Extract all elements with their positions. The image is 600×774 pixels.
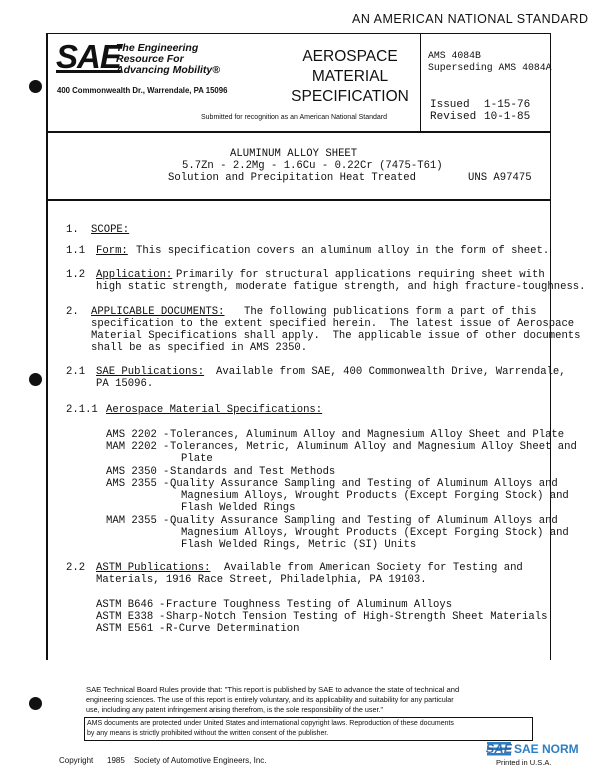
title-line-1: AEROSPACE bbox=[302, 48, 398, 65]
material-title: ALUMINUM ALLOY SHEET bbox=[230, 148, 358, 160]
revised-label: Revised bbox=[430, 111, 477, 123]
section-2-text-d: shall be as specified in AMS 2350. bbox=[91, 342, 308, 354]
ams-title-line: Magnesium Alloys, Wrought Products (Except Forging Stock) and bbox=[181, 527, 569, 539]
ams-dash: - bbox=[163, 515, 170, 527]
sae-logo: SAE bbox=[56, 38, 121, 75]
policy-line-2: engineering sciences. The use of this report is entirely voluntary, and its applicability and suitability for any particular bbox=[86, 695, 454, 704]
section-1-1-text: This specification covers an aluminum alloy in the form of sheet. bbox=[136, 245, 550, 257]
title-line-3: SPECIFICATION bbox=[291, 88, 409, 105]
section-1-1-label: Form: bbox=[96, 245, 128, 257]
section-2-1-text-b: PA 15096. bbox=[96, 378, 154, 390]
ams-dash: - bbox=[163, 478, 170, 490]
section-2-1-1-title: Aerospace Material Specifications: bbox=[106, 404, 323, 416]
document-type-title bbox=[280, 47, 420, 107]
frame-left bbox=[46, 33, 48, 660]
section-2-1-label: SAE Publications: bbox=[96, 366, 205, 378]
astm-title: Sharp-Notch Tension Testing of High-Strength Sheet Materials bbox=[166, 611, 548, 623]
material-composition: 5.7Zn - 2.2Mg - 1.6Cu - 0.22Cr (7475-T61) bbox=[182, 160, 443, 172]
ams-title-line: Flash Welded Rings, Metric (SI) Units bbox=[181, 539, 417, 551]
section-1-1-number: 1.1 bbox=[66, 245, 86, 257]
section-1-number: 1. bbox=[66, 224, 79, 236]
policy-line-3: use, including any patent infringement arising therefrom, is the sole responsibility of the user." bbox=[86, 705, 383, 714]
section-2-2-text-b: Materials, 1916 Race Street, Philadelphia, PA 19103. bbox=[96, 574, 427, 586]
tagline bbox=[116, 43, 220, 76]
ams-title-line: Magnesium Alloys, Wrought Products (Except Forging Stock) and bbox=[181, 490, 569, 502]
ams-title-line: Tolerances, Metric, Aluminum Alloy and Magnesium Alloy Sheet and bbox=[170, 441, 577, 453]
ams-code: AMS 2202 bbox=[106, 429, 157, 441]
ams-title-line: Flash Welded Rings bbox=[181, 502, 296, 514]
section-2-1-1-number: 2.1.1 bbox=[66, 404, 98, 416]
ams-dash: - bbox=[163, 441, 170, 453]
tagline-line-1: The Engineering bbox=[116, 42, 199, 54]
astm-title: Fracture Toughness Testing of Aluminum Alloys bbox=[166, 599, 453, 611]
policy-line-1: SAE Technical Board Rules provide that: "This report is published by SAE to advance the state of technical and bbox=[86, 685, 460, 694]
punch-hole-middle bbox=[29, 373, 42, 386]
doc-number: AMS 4084B bbox=[428, 50, 481, 61]
frame-title-divider bbox=[46, 199, 551, 201]
ams-title-line: Standards and Test Methods bbox=[170, 466, 336, 478]
section-2-1-number: 2.1 bbox=[66, 366, 86, 378]
issued-date: 1-15-76 bbox=[484, 99, 531, 111]
title-line-2: MATERIAL bbox=[311, 68, 389, 85]
astm-code: ASTM B646 bbox=[96, 599, 154, 611]
header-divider-vertical bbox=[420, 33, 421, 132]
copyright-owner: Society of Automotive Engineers, Inc. bbox=[134, 756, 267, 765]
ams-dash: - bbox=[163, 466, 170, 478]
section-1-2-label: Application: bbox=[96, 269, 173, 281]
frame-right bbox=[550, 33, 551, 660]
section-2-1-text-a: Available from SAE, 400 Commonwealth Drive, Warrendale, bbox=[216, 366, 566, 378]
ams-title-line: Quality Assurance Sampling and Testing of Aluminum Alloys and bbox=[170, 478, 558, 490]
section-2-2-text-a: Available from American Society for Testing and bbox=[224, 562, 523, 574]
copyright-notice-line-2: by any means is strictly prohibited without the written consent of the publisher. bbox=[87, 730, 329, 737]
ams-code: MAM 2355 bbox=[106, 515, 157, 527]
astm-title: R-Curve Determination bbox=[166, 623, 300, 635]
frame-top bbox=[46, 33, 551, 34]
section-2-number: 2. bbox=[66, 306, 79, 318]
printed-in: Printed in U.S.A. bbox=[496, 758, 552, 767]
sae-norm-logo-icon bbox=[486, 741, 512, 757]
sae-address: 400 Commonwealth Dr., Warrendale, PA 15096 bbox=[57, 86, 228, 95]
tagline-line-2: Resource For bbox=[116, 53, 184, 65]
frame-header-divider bbox=[46, 131, 551, 133]
section-2-title: APPLICABLE DOCUMENTS: bbox=[91, 306, 225, 318]
issued-label: Issued bbox=[430, 99, 470, 111]
copyright-notice-line-1: AMS documents are protected under United States and international copyright laws. Reproduction of these documents bbox=[87, 720, 454, 727]
section-2-text-b: specification to the extent specified herein. The latest issue of Aerospace bbox=[91, 318, 575, 330]
ams-code: AMS 2350 bbox=[106, 466, 157, 478]
watermark: SAE NORM bbox=[514, 742, 579, 756]
ams-code: AMS 2355 bbox=[106, 478, 157, 490]
ams-code: MAM 2202 bbox=[106, 441, 157, 453]
section-2-text-a: The following publications form a part of this bbox=[244, 306, 537, 318]
ams-title-line: Quality Assurance Sampling and Testing of Aluminum Alloys and bbox=[170, 515, 558, 527]
supersedes: Superseding AMS 4084A bbox=[428, 62, 552, 73]
section-1-2-number: 1.2 bbox=[66, 269, 86, 281]
punch-hole-bottom bbox=[29, 697, 42, 710]
astm-code: ASTM E338 bbox=[96, 611, 154, 623]
submitted-note: Submitted for recognition as an American National Standard bbox=[201, 114, 387, 121]
section-1-title: SCOPE: bbox=[91, 224, 130, 236]
svg-text:SAE: SAE bbox=[486, 741, 512, 756]
punch-hole-top bbox=[29, 80, 42, 93]
ams-dash: - bbox=[163, 429, 170, 441]
copyright-year: 1985 bbox=[107, 756, 125, 765]
section-2-text-c: Material Specifications shall apply. The applicable issue of other documents bbox=[91, 330, 581, 342]
section-1-2-text-b: high static strength, moderate fatigue strength, and high fracture-toughness. bbox=[96, 281, 586, 293]
astm-dash: - bbox=[159, 611, 166, 623]
section-1-2-text-a: Primarily for structural applications requiring sheet with bbox=[176, 269, 545, 281]
material-condition: Solution and Precipitation Heat Treated bbox=[168, 172, 416, 184]
uns-number: UNS A97475 bbox=[468, 172, 532, 184]
revised-date: 10-1-85 bbox=[484, 111, 531, 123]
astm-dash: - bbox=[159, 599, 166, 611]
tagline-line-3: Advancing Mobility® bbox=[116, 64, 220, 76]
copyright-label: Copyright bbox=[59, 756, 94, 765]
top-banner: AN AMERICAN NATIONAL STANDARD bbox=[352, 12, 589, 26]
ams-title-line: Plate bbox=[181, 453, 213, 465]
astm-code: ASTM E561 bbox=[96, 623, 154, 635]
ams-title-line: Tolerances, Aluminum Alloy and Magnesium Alloy Sheet and Plate bbox=[170, 429, 565, 441]
section-2-2-number: 2.2 bbox=[66, 562, 86, 574]
astm-dash: - bbox=[159, 623, 166, 635]
section-2-2-label: ASTM Publications: bbox=[96, 562, 211, 574]
